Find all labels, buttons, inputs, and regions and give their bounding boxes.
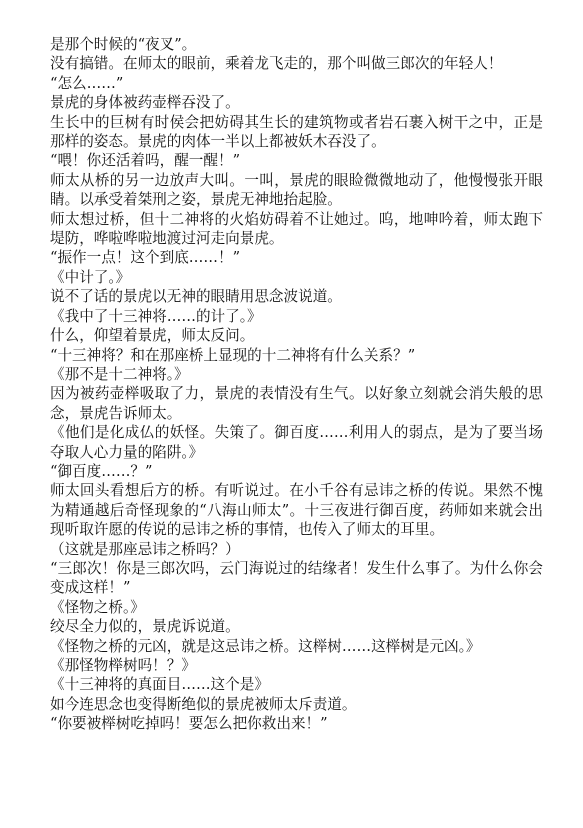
paragraph: 什么，仰望着景虎，师太反问。 xyxy=(50,327,255,345)
paragraph: “御百度……？” xyxy=(50,462,153,480)
paragraph: 如今连思念也变得断绝似的景虎被师太斥责道。 xyxy=(50,695,357,713)
paragraph: 《怪物之桥。》 xyxy=(50,598,145,616)
paragraph: 师太从桥的另一边放声大叫。一叫，景虎的眼睑微微地动了，他慢慢张开眼睛。以承受着桀刑之姿，景虎无神地抬起脸。 xyxy=(50,171,543,209)
paragraph: 师太想过桥，但十二神将的火焰妨碍着不让她过。呜，地呻吟着，师太跑下堤防，哗啦哗啦地渡过河走向景虎。 xyxy=(50,210,543,248)
paragraph: “怎么……” xyxy=(50,74,124,92)
paragraph: 生长中的巨树有时侯会把妨碍其生长的建筑物或者岩石裹入树干之中，正是那样的姿态。景虎的肉体一半以上都被妖木吞没了。 xyxy=(50,113,543,151)
paragraph: 《十三神将的真面目……这个是》 xyxy=(50,676,269,694)
paragraph: “振作一点！这个到底……！” xyxy=(50,249,241,267)
paragraph: （这就是那座忌讳之桥吗？） xyxy=(50,540,240,558)
paragraph: 没有搞错。在师太的眼前，乘着龙飞走的，那个叫做三郎次的年轻人！ xyxy=(50,55,503,73)
paragraph: 是那个时候的“夜叉”。 xyxy=(50,36,197,53)
paragraph: 《我中了十三神将……的计了。》 xyxy=(50,307,262,325)
paragraph: 绞尽全力似的，景虎诉说道。 xyxy=(50,618,240,636)
paragraph: “你要被榉树吃掉吗！要怎么把你救出来！” xyxy=(50,715,328,733)
paragraph: “三郎次！你是三郎次吗，云门海说过的结缘者！发生什么事了。为什么你会变成这样！” xyxy=(50,559,543,597)
paragraph: 师太回头看想后方的桥。有听说过。在小千谷有忌讳之桥的传说。果然不愧为精通越后奇怪现象的“八海山师太”。十三夜进行御百度，药师如来就会出现听取许愿的传说的忌讳之桥的事情，也传入了师太的耳里。 xyxy=(50,482,543,539)
paragraph: 《他们是化成仏的妖怪。失策了。御百度……利用人的弱点，是为了要当场夺取人心力量的陷阱。》 xyxy=(50,424,543,461)
paragraph: 《中计了。》 xyxy=(50,268,131,286)
paragraph: “喂！你还活着吗，醒一醒！” xyxy=(50,152,241,170)
paragraph: 《那怪物榉树吗！？》 xyxy=(50,657,196,674)
paragraph: 因为被药壶榉吸取了力，景虎的表情没有生气。以好象立刻就会消失般的思念，景虎告诉师太。 xyxy=(50,385,543,422)
paragraph: 《那不是十二神将。》 xyxy=(50,365,189,383)
paragraph: 景虎的身体被药壶榉吞没了。 xyxy=(50,94,240,112)
paragraph: 《怪物之桥的元凶，就是这忌讳之桥。这榉树……这榉树是元凶。》 xyxy=(50,637,481,655)
paragraph: “十三神将？和在那座桥上显现的十二神将有什么关系？” xyxy=(50,346,416,364)
paragraph: 说不了话的景虎以无神的眼睛用思念波说道。 xyxy=(50,288,342,306)
